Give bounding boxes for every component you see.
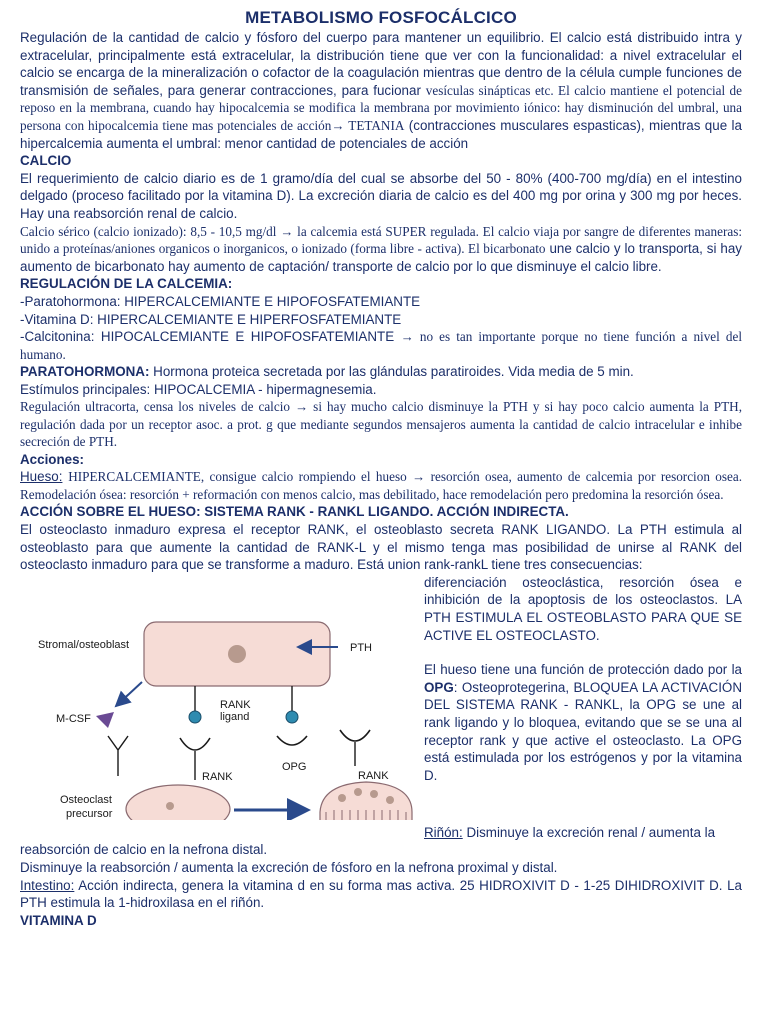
intro-paragraph <box>20 29 742 152</box>
intro-text-b: vesículas sinápticas etc. El calcio mantiene el potencial de reposo en la membrana, cuando hay hipocalcemia se modifica la membrana por movimiento iónico: hay disminución del umbral, una persona con hipocalcemia tiene mas potenciales de acción→ TETANIA <box>20 82 742 133</box>
intestino-label: Intestino: <box>20 877 75 893</box>
vitamina-d-heading: VITAMINA D <box>20 912 97 928</box>
pth-label: PARATOHORMONA: <box>20 364 150 380</box>
pth-paragraph <box>20 363 742 381</box>
rinon-fosforo: Disminuye la reabsorción / aumenta la excreción de fósforo en la nefrona proximal y distal. <box>20 860 558 876</box>
opg-text-post: : Osteoprotegerina, BLOQUEA LA ACTIVACIÓN DEL SISTEMA RANK - RANKL, la OPG se une al rank ligando y lo bloquea, evitando que se se una al receptor rank y que active el osteoclasto. La OPG está estimulada por los estrógenos y por la vitamina D. <box>424 679 742 783</box>
hueso-paragraph <box>20 468 742 503</box>
calcitonina-text: -Calcitonina: HIPOCALCEMIANTE E HIPOFOSFATEMIANTE <box>20 329 395 345</box>
regulacion-heading: REGULACIÓN DE LA CALCEMIA: <box>20 276 233 292</box>
rinon-text-b: reabsorción de calcio en la nefrona distal. <box>20 842 268 858</box>
rinon-label: Riñón: <box>424 824 463 840</box>
rankl-ball-left <box>189 711 201 723</box>
opg-paragraph <box>424 661 742 784</box>
opg-label: OPG <box>282 760 307 773</box>
rankl-label-1: RANK <box>220 698 251 711</box>
hueso-text: HIPERCALCEMIANTE, consigue calcio rompiendo el hueso → resorción osea, aumento de calcemia por resorcion osea. Remodelación ósea: resorción + reformación con menos calcio, mas debilitado, hace remodelación pero predomina la resorción ósea. <box>20 469 742 502</box>
pth-label: PTH <box>350 641 372 654</box>
regulacion-line-vitd: -Vitamina D: HIPERCALCEMIANTE E HIPERFOSFATEMIANTE <box>20 311 402 327</box>
rank-paragraph: El osteoclasto inmaduro expresa el receptor RANK, el osteoblasto secreta RANK LIGANDO. La PTH estimula al osteoblasto para que aumente la cantidad de RANK-L y el mismo tenga mas posibilidad de unirse al RANK del osteoclasto inmaduro para que se transforme a maduro. Está union rank-rankL tiene tres consecuencias: <box>20 522 742 573</box>
pth-ultracorta: Regulación ultracorta, censa los niveles de calcio → si hay mucho calcio disminuye la PTH y si hay poco calcio aumenta la PTH, regulación dada por un receptor asoc. a prot. g que mediante segundos mensajeros aumenta la cantidad de calcio intracelular e inhibe secreción de PTH. <box>20 399 742 450</box>
mcsf-arrow <box>116 682 142 706</box>
calcio-text-sans: une calcio y lo transporta, si hay aumento de bicarbonato hay aumento de captación/ transporte de calcio por lo que disminuye el calcio libre. <box>20 241 742 274</box>
intro-text-c: (contracciones musculares espasticas), mientras que la hipercalcemia aumenta el umbral: menor cantidad de potenciales de acción <box>20 117 742 151</box>
rank-rankl-diagram <box>20 590 420 820</box>
intestino-text: Acción indirecta, genera la vitamina d en su forma mas activa. 25 HIDROXIVIT D - 1-25 DIHIDROXIVIT D. La PTH estimula la 1-hidroxilasa en el riñón. <box>20 877 742 911</box>
rank-label-b: RANK <box>358 769 389 782</box>
mcsf-label: M-CSF <box>56 712 91 725</box>
calcio-heading: CALCIO <box>20 153 72 169</box>
opg-term: OPG <box>424 679 454 695</box>
precursor-label-1: Osteoclast <box>60 793 112 806</box>
osteoclast-precursor-cell <box>126 785 230 820</box>
rinon-paragraph <box>20 824 742 842</box>
acciones-heading: Acciones: <box>20 451 84 467</box>
mcsf-triangle <box>96 712 114 728</box>
rank-side-text <box>424 574 742 785</box>
rank-receptor-right <box>340 730 370 741</box>
rinon-text-a: Disminuye la excreción renal / aumenta la <box>466 824 716 840</box>
rank-receptor-left <box>180 738 210 750</box>
intro-text-a: Regulación de la cantidad de calcio y fósforo del cuerpo para mantener un equilibrio. El calcio está distribuido intra y extracelular, principalmente está extracelular, la distribución tiene que ver con la funcionalidad: a nivel extracelular el calcio se encarga de la mineralización o cofactor de la coagulación mientras que dentro de la célula cumple funciones de transmisión de señales, para generar contracciones, para fucionar <box>20 30 742 98</box>
rankl-ball-right <box>286 711 298 723</box>
opg-text-pre: El hueso tiene una función de protección dado por la <box>424 662 742 678</box>
regulacion-line-pth: -Paratohormona: HIPERCALCEMIANTE E HIPOFOSFATEMIANTE <box>20 293 421 309</box>
pth-estimulos: Estímulos principales: HIPOCALCEMIA - hipermagnesemia. <box>20 381 377 397</box>
rank-figure-section <box>20 574 742 824</box>
calcio-paragraph-2 <box>20 223 742 276</box>
regulacion-line-calcitonina <box>20 328 742 363</box>
calcio-paragraph-1: El requerimiento de calcio diario es de 1 gramo/día del cual se absorbe del 50 - 80% (400-700 mg/día) en el intestino delgado (proceso facilitado por la vitamina D). La excreción diaria de calcio es del 400 mg por orina y 300 mg por heces. Hay una reabsorción renal de calcio. <box>20 170 742 221</box>
opg-shape <box>277 736 307 745</box>
rank-heading: ACCIÓN SOBRE EL HUESO: SISTEMA RANK - RANKL LIGANDO. ACCIÓN INDIRECTA. <box>20 504 569 520</box>
intestino-paragraph <box>20 877 742 912</box>
calcio-text-serif: Calcio sérico (calcio ionizado): 8,5 - 10,5 mg/dl → la calcemia está SUPER regulada. El calcio viaja por sangre de diferentes maneras: unido a proteínas/aniones organicos o inorganicos, o ionizado (forma libre - activa). El bicarbonato <box>20 223 742 257</box>
rank-consequences: diferenciación osteoclástica, resorción ósea e inhibición de la apoptosis de los osteoclastos. LA PTH ESTIMULA EL OSTEOBLASTO PARA QUE SE ACTIVE EL OSTEOCLASTO. <box>424 574 742 643</box>
rank-label-a: RANK <box>202 770 233 783</box>
mcsf-receptor <box>108 736 128 776</box>
hueso-label: Hueso: <box>20 469 63 485</box>
page-title: METABOLISMO FOSFOCÁLCICO <box>245 8 517 27</box>
precursor-nucleus <box>166 802 174 810</box>
osteoblast-nucleus <box>228 645 246 663</box>
pth-text: Hormona proteica secretada por las glándulas paratiroides. Vida media de 5 min. <box>153 364 634 380</box>
stromal-label: Stromal/osteoblast <box>38 638 130 651</box>
rankl-label-2: ligand <box>220 710 250 723</box>
calcitonina-note: → no es tan importante porque no tiene función a nivel del humano. <box>20 329 742 362</box>
precursor-label-2: precursor <box>66 807 113 820</box>
